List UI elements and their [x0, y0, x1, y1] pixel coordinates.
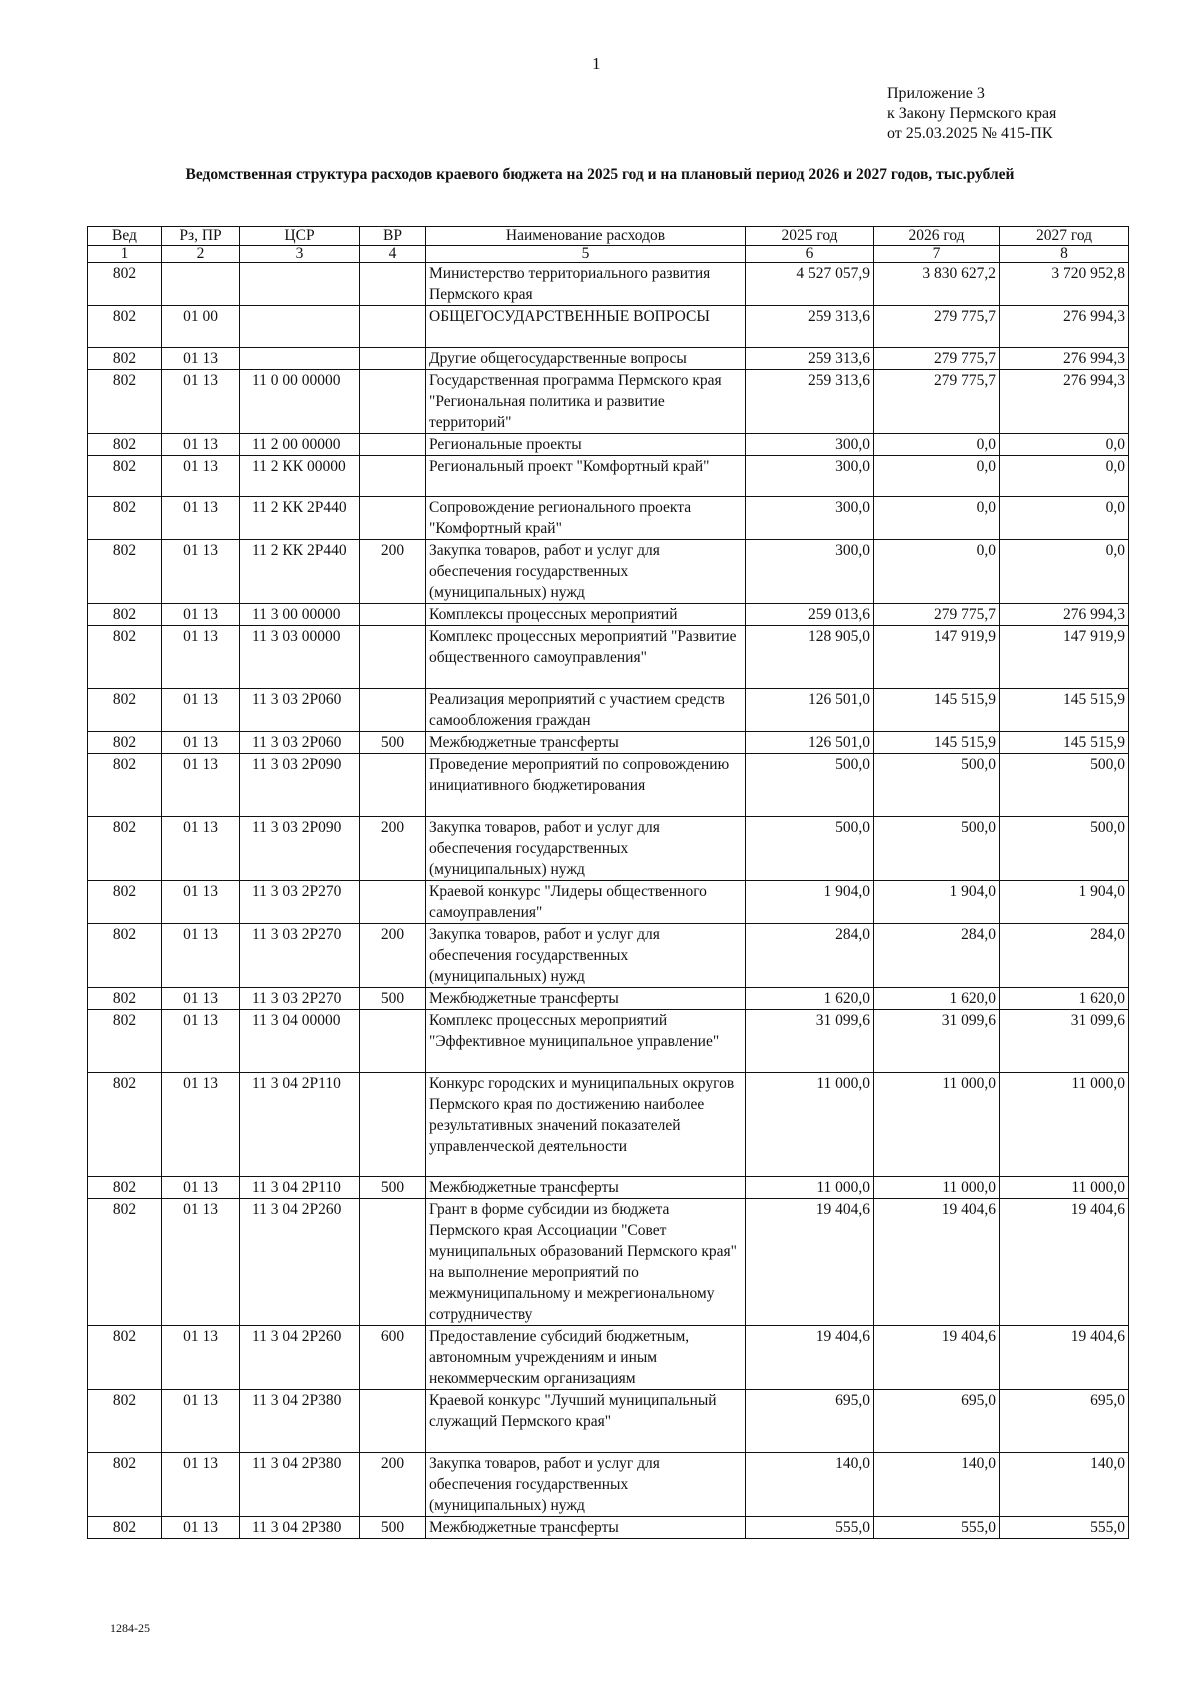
header-cell: 2027 год	[1000, 227, 1129, 246]
cell-expense-name: Закупка товаров, работ и услуг для обеспечения государственных (муниципальных) нужд	[426, 540, 746, 604]
cell-rz-pr: 01 13	[162, 540, 240, 604]
cell-csr: 11 3 04 2Р260	[240, 1199, 360, 1326]
table-row	[88, 1199, 1129, 1326]
cell-rz-pr: 01 13	[162, 348, 240, 370]
table-row	[88, 817, 1129, 881]
cell-expense-name: Предоставление субсидий бюджетным, автономным учреждениям и иным некоммерческим организациям	[426, 1326, 746, 1390]
cell-2026: 500,0	[874, 754, 1000, 817]
cell-csr: 11 2 КК 2Р440	[240, 540, 360, 604]
cell-csr: 11 3 00 00000	[240, 604, 360, 626]
cell-2025: 500,0	[746, 754, 874, 817]
cell-2025: 126 501,0	[746, 732, 874, 754]
cell-2026: 555,0	[874, 1517, 1000, 1539]
column-number: 7	[874, 246, 1000, 263]
cell-2027: 1 620,0	[1000, 988, 1129, 1010]
cell-2025: 500,0	[746, 817, 874, 881]
cell-expense-name: Конкурс городских и муниципальных округов Пермского края по достижению наиболее результативных значений показателей управленческой деятельности	[426, 1073, 746, 1177]
cell-csr: 11 2 КК 00000	[240, 456, 360, 497]
cell-2026: 11 000,0	[874, 1073, 1000, 1177]
cell-vr: 200	[360, 1453, 426, 1517]
cell-rz-pr: 01 00	[162, 306, 240, 348]
cell-rz-pr: 01 13	[162, 1010, 240, 1073]
cell-2026: 19 404,6	[874, 1199, 1000, 1326]
cell-csr: 11 3 03 2Р270	[240, 924, 360, 988]
cell-2027: 284,0	[1000, 924, 1129, 988]
cell-2025: 4 527 057,9	[746, 263, 874, 306]
cell-2026: 1 620,0	[874, 988, 1000, 1010]
cell-ved: 802	[88, 1177, 162, 1199]
page-number: 1	[592, 54, 601, 73]
cell-ved: 802	[88, 1453, 162, 1517]
cell-2025: 284,0	[746, 924, 874, 988]
cell-csr	[240, 263, 360, 306]
header-cell: Наименование расходов	[426, 227, 746, 246]
annex-block	[887, 84, 1056, 144]
cell-rz-pr: 01 13	[162, 434, 240, 456]
cell-2025: 695,0	[746, 1390, 874, 1453]
annex-law: к Закону Пермского края	[887, 105, 1057, 122]
cell-csr: 11 3 04 2Р380	[240, 1390, 360, 1453]
header-cell: Вед	[88, 227, 162, 246]
table-row	[88, 370, 1129, 434]
cell-vr: 500	[360, 1517, 426, 1539]
header-cell: 2025 год	[746, 227, 874, 246]
cell-ved: 802	[88, 306, 162, 348]
column-number: 5	[426, 246, 746, 263]
cell-vr	[360, 1010, 426, 1073]
cell-2026: 3 830 627,2	[874, 263, 1000, 306]
cell-expense-name: Государственная программа Пермского края "Региональная политика и развитие территорий"	[426, 370, 746, 434]
cell-expense-name: Региональный проект "Комфортный край"	[426, 456, 746, 497]
cell-2025: 259 313,6	[746, 306, 874, 348]
cell-2026: 19 404,6	[874, 1326, 1000, 1390]
cell-rz-pr: 01 13	[162, 924, 240, 988]
cell-2026: 11 000,0	[874, 1177, 1000, 1199]
cell-2027: 11 000,0	[1000, 1177, 1129, 1199]
cell-ved: 802	[88, 540, 162, 604]
cell-ved: 802	[88, 1390, 162, 1453]
cell-expense-name: Комплекс процессных мероприятий "Эффективное муниципальное управление"	[426, 1010, 746, 1073]
table-row	[88, 1517, 1129, 1539]
cell-ved: 802	[88, 626, 162, 689]
cell-ved: 802	[88, 497, 162, 540]
cell-ved: 802	[88, 689, 162, 732]
table-row	[88, 626, 1129, 689]
table-row	[88, 263, 1129, 306]
cell-2027: 0,0	[1000, 540, 1129, 604]
cell-ved: 802	[88, 1517, 162, 1539]
header-cell: 2026 год	[874, 227, 1000, 246]
cell-rz-pr: 01 13	[162, 626, 240, 689]
cell-expense-name: Другие общегосударственные вопросы	[426, 348, 746, 370]
cell-vr	[360, 306, 426, 348]
cell-2027: 500,0	[1000, 754, 1129, 817]
budget-table	[87, 226, 1129, 1539]
cell-ved: 802	[88, 924, 162, 988]
cell-vr	[360, 348, 426, 370]
table-row	[88, 1326, 1129, 1390]
cell-2026: 31 099,6	[874, 1010, 1000, 1073]
cell-2025: 259 313,6	[746, 370, 874, 434]
cell-2026: 500,0	[874, 817, 1000, 881]
cell-vr	[360, 456, 426, 497]
cell-vr	[360, 1199, 426, 1326]
cell-expense-name: Закупка товаров, работ и услуг для обеспечения государственных (муниципальных) нужд	[426, 1453, 746, 1517]
cell-2026: 695,0	[874, 1390, 1000, 1453]
table-row	[88, 1010, 1129, 1073]
header-cell: Рз, ПР	[162, 227, 240, 246]
cell-2027: 140,0	[1000, 1453, 1129, 1517]
table-row	[88, 1073, 1129, 1177]
cell-ved: 802	[88, 1010, 162, 1073]
cell-2027: 0,0	[1000, 456, 1129, 497]
cell-2025: 11 000,0	[746, 1177, 874, 1199]
cell-2027: 147 919,9	[1000, 626, 1129, 689]
cell-2026: 0,0	[874, 497, 1000, 540]
cell-2027: 0,0	[1000, 497, 1129, 540]
cell-expense-name: Краевой конкурс "Лидеры общественного самоуправления"	[426, 881, 746, 924]
cell-expense-name: ОБЩЕГОСУДАРСТВЕННЫЕ ВОПРОСЫ	[426, 306, 746, 348]
table-row	[88, 881, 1129, 924]
cell-2026: 0,0	[874, 434, 1000, 456]
cell-vr	[360, 1390, 426, 1453]
column-number: 1	[88, 246, 162, 263]
cell-rz-pr: 01 13	[162, 881, 240, 924]
cell-2027: 276 994,3	[1000, 348, 1129, 370]
cell-csr: 11 3 03 00000	[240, 626, 360, 689]
cell-2027: 500,0	[1000, 817, 1129, 881]
header-cell: ВР	[360, 227, 426, 246]
cell-ved: 802	[88, 988, 162, 1010]
cell-csr: 11 3 04 2Р110	[240, 1177, 360, 1199]
cell-rz-pr: 01 13	[162, 370, 240, 434]
cell-2026: 279 775,7	[874, 370, 1000, 434]
cell-ved: 802	[88, 1073, 162, 1177]
cell-csr: 11 3 03 2Р270	[240, 988, 360, 1010]
table-row	[88, 497, 1129, 540]
cell-ved: 802	[88, 434, 162, 456]
cell-2026: 145 515,9	[874, 732, 1000, 754]
cell-csr: 11 3 03 2Р060	[240, 732, 360, 754]
cell-rz-pr: 01 13	[162, 1326, 240, 1390]
cell-csr	[240, 306, 360, 348]
cell-2025: 128 905,0	[746, 626, 874, 689]
cell-2025: 1 904,0	[746, 881, 874, 924]
cell-rz-pr: 01 13	[162, 1390, 240, 1453]
cell-2026: 147 919,9	[874, 626, 1000, 689]
cell-2026: 0,0	[874, 540, 1000, 604]
cell-expense-name: Региональные проекты	[426, 434, 746, 456]
column-number: 3	[240, 246, 360, 263]
cell-vr: 500	[360, 988, 426, 1010]
cell-rz-pr	[162, 263, 240, 306]
cell-ved: 802	[88, 817, 162, 881]
cell-ved: 802	[88, 604, 162, 626]
cell-ved: 802	[88, 456, 162, 497]
column-number: 6	[746, 246, 874, 263]
cell-expense-name: Закупка товаров, работ и услуг для обеспечения государственных (муниципальных) нужд	[426, 817, 746, 881]
cell-2026: 284,0	[874, 924, 1000, 988]
cell-expense-name: Министерство территориального развития Пермского края	[426, 263, 746, 306]
column-number: 2	[162, 246, 240, 263]
cell-ved: 802	[88, 732, 162, 754]
cell-ved: 802	[88, 1199, 162, 1326]
table-row	[88, 540, 1129, 604]
cell-2025: 300,0	[746, 497, 874, 540]
cell-vr: 200	[360, 817, 426, 881]
table-row	[88, 732, 1129, 754]
cell-vr: 500	[360, 1177, 426, 1199]
cell-csr: 11 3 04 00000	[240, 1010, 360, 1073]
annex-title: Приложение 3	[887, 85, 985, 102]
cell-rz-pr: 01 13	[162, 1517, 240, 1539]
cell-2027: 11 000,0	[1000, 1073, 1129, 1177]
cell-expense-name: Межбюджетные трансферты	[426, 988, 746, 1010]
cell-vr	[360, 434, 426, 456]
cell-2026: 140,0	[874, 1453, 1000, 1517]
cell-expense-name: Проведение мероприятий по сопровождению инициативного бюджетирования	[426, 754, 746, 817]
cell-expense-name: Краевой конкурс "Лучший муниципальный служащий Пермского края"	[426, 1390, 746, 1453]
table-row	[88, 924, 1129, 988]
cell-expense-name: Межбюджетные трансферты	[426, 1517, 746, 1539]
cell-rz-pr: 01 13	[162, 1199, 240, 1326]
cell-rz-pr: 01 13	[162, 754, 240, 817]
table-row	[88, 306, 1129, 348]
cell-vr	[360, 754, 426, 817]
cell-2027: 145 515,9	[1000, 689, 1129, 732]
cell-2027: 276 994,3	[1000, 306, 1129, 348]
cell-csr	[240, 348, 360, 370]
cell-2025: 300,0	[746, 434, 874, 456]
table-body	[88, 263, 1129, 1539]
cell-expense-name: Грант в форме субсидии из бюджета Пермского края Ассоциации "Совет муниципальных образований Пермского края" на выполнение мероприятий по межмуниципальному и межрегиональному сотрудничеству	[426, 1199, 746, 1326]
cell-rz-pr: 01 13	[162, 1073, 240, 1177]
cell-2027: 0,0	[1000, 434, 1129, 456]
footer-code: 1284-25	[110, 1621, 150, 1635]
cell-2025: 19 404,6	[746, 1199, 874, 1326]
cell-vr	[360, 370, 426, 434]
table-row	[88, 434, 1129, 456]
cell-2027: 276 994,3	[1000, 604, 1129, 626]
cell-2027: 695,0	[1000, 1390, 1129, 1453]
column-number: 4	[360, 246, 426, 263]
cell-2026: 0,0	[874, 456, 1000, 497]
cell-vr: 200	[360, 924, 426, 988]
cell-2025: 300,0	[746, 540, 874, 604]
cell-csr: 11 3 03 2Р270	[240, 881, 360, 924]
cell-2026: 145 515,9	[874, 689, 1000, 732]
annex-date: от 25.03.2025 № 415-ПК	[887, 125, 1053, 142]
table-row	[88, 988, 1129, 1010]
cell-2027: 3 720 952,8	[1000, 263, 1129, 306]
cell-csr: 11 2 00 00000	[240, 434, 360, 456]
cell-2026: 279 775,7	[874, 306, 1000, 348]
cell-expense-name: Реализация мероприятий с участием средств самообложения граждан	[426, 689, 746, 732]
cell-2027: 145 515,9	[1000, 732, 1129, 754]
header-row	[88, 227, 1129, 246]
cell-vr: 200	[360, 540, 426, 604]
header-cell: ЦСР	[240, 227, 360, 246]
cell-2025: 259 013,6	[746, 604, 874, 626]
cell-vr: 600	[360, 1326, 426, 1390]
cell-rz-pr: 01 13	[162, 1177, 240, 1199]
cell-rz-pr: 01 13	[162, 689, 240, 732]
cell-vr	[360, 604, 426, 626]
cell-2027: 19 404,6	[1000, 1199, 1129, 1326]
cell-csr: 11 0 00 00000	[240, 370, 360, 434]
cell-ved: 802	[88, 754, 162, 817]
cell-csr: 11 3 04 2Р260	[240, 1326, 360, 1390]
cell-2025: 1 620,0	[746, 988, 874, 1010]
cell-rz-pr: 01 13	[162, 604, 240, 626]
cell-ved: 802	[88, 263, 162, 306]
cell-rz-pr: 01 13	[162, 817, 240, 881]
cell-2025: 259 313,6	[746, 348, 874, 370]
cell-2025: 31 099,6	[746, 1010, 874, 1073]
cell-expense-name: Комплекс процессных мероприятий "Развитие общественного самоуправления"	[426, 626, 746, 689]
document-title: Ведомственная структура расходов краевого бюджета на 2025 год и на плановый период 2026 и 2027 годов, тыс.рублей	[185, 166, 1015, 183]
cell-vr	[360, 497, 426, 540]
cell-rz-pr: 01 13	[162, 732, 240, 754]
cell-ved: 802	[88, 370, 162, 434]
cell-2025: 126 501,0	[746, 689, 874, 732]
cell-2026: 279 775,7	[874, 604, 1000, 626]
cell-csr: 11 3 03 2Р090	[240, 754, 360, 817]
cell-ved: 802	[88, 881, 162, 924]
table-row	[88, 1453, 1129, 1517]
cell-2025: 19 404,6	[746, 1326, 874, 1390]
cell-2025: 555,0	[746, 1517, 874, 1539]
cell-vr	[360, 626, 426, 689]
column-number-row	[88, 246, 1129, 263]
cell-2026: 279 775,7	[874, 348, 1000, 370]
cell-2027: 19 404,6	[1000, 1326, 1129, 1390]
cell-expense-name: Межбюджетные трансферты	[426, 732, 746, 754]
table-row	[88, 1390, 1129, 1453]
cell-rz-pr: 01 13	[162, 497, 240, 540]
cell-2027: 276 994,3	[1000, 370, 1129, 434]
table-row	[88, 754, 1129, 817]
cell-csr: 11 3 04 2Р380	[240, 1453, 360, 1517]
cell-2025: 300,0	[746, 456, 874, 497]
cell-rz-pr: 01 13	[162, 456, 240, 497]
cell-2027: 555,0	[1000, 1517, 1129, 1539]
cell-csr: 11 3 04 2Р110	[240, 1073, 360, 1177]
table-header	[88, 227, 1129, 263]
cell-csr: 11 3 03 2Р060	[240, 689, 360, 732]
cell-expense-name: Сопровождение регионального проекта "Комфортный край"	[426, 497, 746, 540]
table-row	[88, 456, 1129, 497]
cell-csr: 11 2 КК 2Р440	[240, 497, 360, 540]
table-row	[88, 689, 1129, 732]
cell-ved: 802	[88, 348, 162, 370]
cell-csr: 11 3 03 2Р090	[240, 817, 360, 881]
cell-expense-name: Комплексы процессных мероприятий	[426, 604, 746, 626]
cell-vr	[360, 689, 426, 732]
cell-2026: 1 904,0	[874, 881, 1000, 924]
cell-rz-pr: 01 13	[162, 1453, 240, 1517]
table-row	[88, 604, 1129, 626]
cell-csr: 11 3 04 2Р380	[240, 1517, 360, 1539]
cell-expense-name: Закупка товаров, работ и услуг для обеспечения государственных (муниципальных) нужд	[426, 924, 746, 988]
cell-2025: 140,0	[746, 1453, 874, 1517]
cell-expense-name: Межбюджетные трансферты	[426, 1177, 746, 1199]
table-row	[88, 1177, 1129, 1199]
cell-2027: 1 904,0	[1000, 881, 1129, 924]
cell-ved: 802	[88, 1326, 162, 1390]
column-number: 8	[1000, 246, 1129, 263]
cell-vr	[360, 263, 426, 306]
cell-vr: 500	[360, 732, 426, 754]
table-row	[88, 348, 1129, 370]
cell-rz-pr: 01 13	[162, 988, 240, 1010]
cell-vr	[360, 881, 426, 924]
cell-2027: 31 099,6	[1000, 1010, 1129, 1073]
cell-2025: 11 000,0	[746, 1073, 874, 1177]
cell-vr	[360, 1073, 426, 1177]
